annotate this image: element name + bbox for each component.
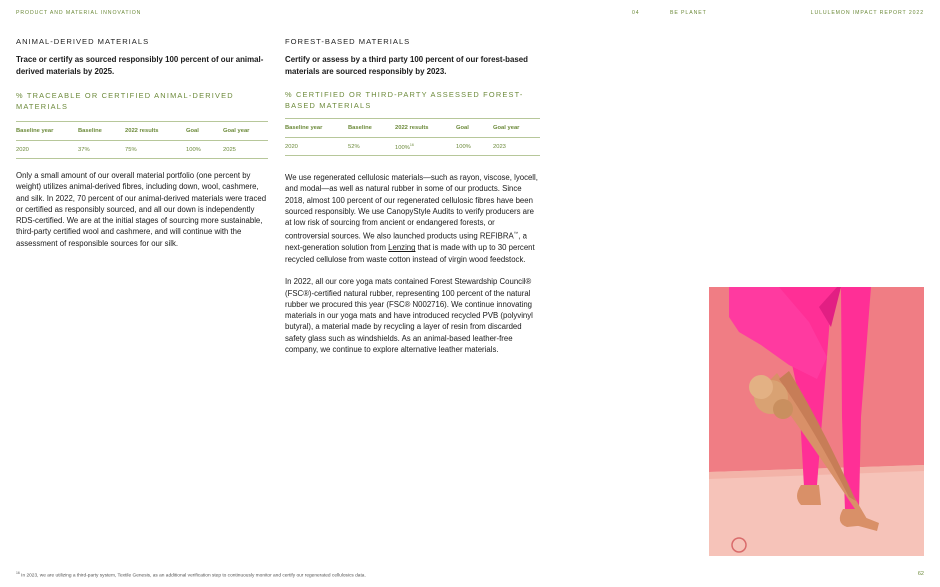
- table-row: [285, 138, 540, 156]
- footnote-text: In 2023, we are utilizing a third-party system, Textile Genesis, as an additional verification step to continuously monitor and certify our regenerated cellulosics data.: [21, 573, 366, 579]
- goal-statement: Trace or certify as sourced responsibly 100 percent of our animal-derived materials by 2025.: [16, 55, 264, 76]
- table-cell: 100%: [456, 138, 493, 156]
- column-header: Baseline: [348, 119, 395, 138]
- table-cell: 75%: [125, 141, 186, 159]
- table-row: [16, 141, 268, 159]
- paragraph: [285, 172, 540, 265]
- column-header: Goal year: [223, 122, 268, 141]
- table-cell: 100%: [186, 141, 223, 159]
- column-header: 2022 results: [125, 122, 186, 141]
- column-header: Goal: [186, 122, 223, 141]
- animal-derived-section: [16, 37, 268, 249]
- goal-statement: Certify or assess by a third party 100 percent of our forest-based materials are sourced responsibly by 2023.: [285, 55, 528, 76]
- body-paragraph: [16, 170, 268, 249]
- table-cell: 2023: [493, 138, 540, 156]
- yoga-photo: [709, 287, 924, 556]
- metric-table: [285, 118, 540, 156]
- column-header: Baseline year: [285, 119, 348, 138]
- table-cell: 37%: [78, 141, 125, 159]
- section-title: ANIMAL-DERIVED MATERIALS: [16, 37, 150, 46]
- page-number: 62: [917, 571, 924, 577]
- metric-table: [16, 121, 268, 159]
- header-section-label: PRODUCT AND MATERIAL INNOVATION: [16, 10, 142, 16]
- column-header: Goal year: [493, 119, 540, 138]
- table-cell: 2020: [285, 138, 348, 156]
- metric-title: % CERTIFIED OR THIRD-PARTY ASSESSED FOREST-BASED MATERIALS: [285, 90, 524, 110]
- footnote-mark: 16: [16, 571, 20, 575]
- column-header: Baseline: [78, 122, 125, 141]
- body-text: [285, 172, 540, 355]
- column-header: Goal: [456, 119, 493, 138]
- header-chapter-number: 04: [632, 10, 640, 16]
- table-header-row: [16, 122, 268, 141]
- text-run: that is made with up to 30 percent recycled cellulose from waste cotton instead of virgin wood feedstock.: [285, 243, 535, 264]
- header-chapter-title: BE PLANET: [670, 10, 707, 16]
- paragraph: Only a small amount of our overall material portfolio (one percent by weight) utilizes animal-derived fibres, including down, wool, cashmere, and silk. In 2022, 70 percent of our animal-derived materials were traced or certified as responsibly sourced, and all our down is independently RDS-certified. We are at the initial stages of sourcing more sustainable, third-party certified wool and cashmere, and will continue with the assessment of responsible sources for our silk.: [16, 171, 267, 248]
- column-header: 2022 results: [395, 119, 456, 138]
- text-run: , a next-generation solution from: [285, 232, 527, 253]
- text-run: We use regenerated cellulosic materials—such as rayon, viscose, lyocell, and modal—as well as natural rubber in some of our products. Since 2018, almost 100 percent of our regenerated cellulosic fibres have been sourced responsibly. We use CanopyStyle Audits to verify producers are at low risk of sourcing from ancient or endangered forests, or controversial sources. We also launched products using REFIBRA: [285, 173, 538, 242]
- metric-title: % TRACEABLE OR CERTIFIED ANIMAL-DERIVED MATERIALS: [16, 91, 234, 111]
- footnote: [16, 571, 366, 579]
- footnote-reference: 16: [409, 142, 414, 147]
- header-report-title: LULULEMON IMPACT REPORT 2022: [810, 10, 924, 16]
- result-value: 100%: [395, 144, 410, 151]
- table-cell: 2025: [223, 141, 268, 159]
- section-title: FOREST-BASED MATERIALS: [285, 37, 411, 46]
- page-header: [16, 10, 924, 20]
- table-cell: 2020: [16, 141, 78, 159]
- table-cell: 52%: [348, 138, 395, 156]
- lenzing-link[interactable]: Lenzing: [388, 243, 416, 253]
- yoga-pose-illustration: [709, 287, 924, 556]
- table-header-row: [285, 119, 540, 138]
- paragraph: In 2022, all our core yoga mats contained Forest Stewardship Council® (FSC®)-certified natural rubber, representing 100 percent of the natural rubber we procured this year (FSC® N002716). We continue innovating materials in our yoga mats and have introduced recycled PVB (polyvinyl butyral), a material made by recycling a layer of resin from discarded safety glass such as windshields. As an animal-based leather-free company, we continue to explore alternative leather materials.: [285, 277, 533, 355]
- trademark-symbol: ™: [513, 231, 519, 237]
- table-cell: [395, 138, 456, 156]
- forest-based-section: [285, 37, 540, 355]
- column-header: Baseline year: [16, 122, 78, 141]
